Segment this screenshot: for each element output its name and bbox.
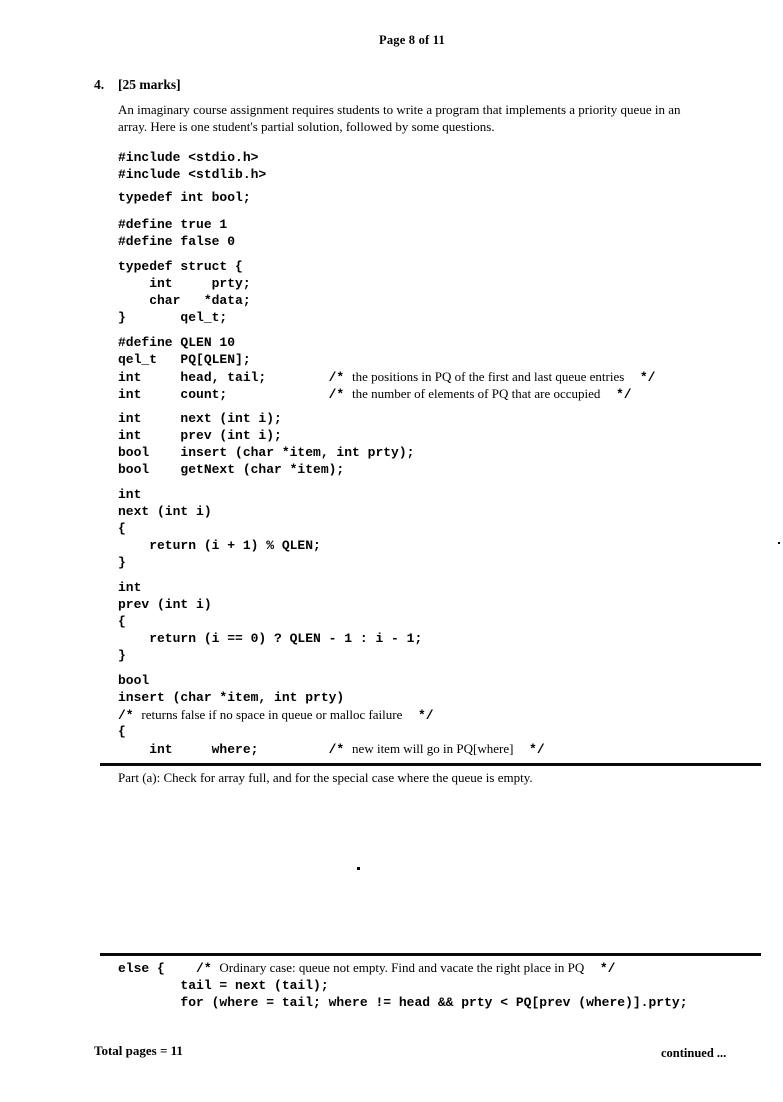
code-line: prev (int i): [118, 597, 212, 612]
code-line: typedef struct {: [118, 259, 243, 274]
code-line: insert (char *item, int prty): [118, 690, 345, 705]
code-line: for (where = tail; where != head && prty < PQ[prev (where)].prty;: [118, 995, 688, 1010]
scan-speck: [778, 542, 780, 544]
intro-line-2: array. Here is one student's partial solution, followed by some questions.: [118, 118, 495, 134]
intro-line-1: An imaginary course assignment requires students to write a program that implements a priority queue in an: [118, 102, 681, 117]
code-line: tail = next (tail);: [118, 978, 329, 993]
code-line: #include <stdio.h>: [118, 150, 259, 165]
question-number: 4.: [94, 77, 105, 92]
code-line: bool getNext (char *item);: [118, 462, 345, 477]
code-line: int: [118, 487, 142, 502]
code-line: next (int i): [118, 504, 212, 519]
code-line: #define QLEN 10: [118, 335, 236, 350]
code-line: char *data;: [118, 293, 251, 308]
scan-speck: [357, 867, 360, 870]
question-marks: [25 marks]: [118, 77, 181, 92]
code-line: int prev (int i);: [118, 428, 282, 443]
code-line: qel_t PQ[QLEN];: [118, 352, 251, 367]
code-line: int next (int i);: [118, 411, 282, 426]
code-line: }: [118, 555, 126, 570]
code-line: /* returns false if no space in queue or malloc failure */: [118, 707, 434, 723]
code-line: bool insert (char *item, int prty);: [118, 445, 415, 460]
code-line: else { /* Ordinary case: queue not empty. Find and vacate the right place in PQ */: [118, 960, 616, 976]
page-header: Page 8 of 11: [379, 33, 445, 47]
question-intro: [118, 102, 740, 135]
code-line: bool: [118, 673, 150, 688]
footer-total-pages: Total pages = 11: [94, 1043, 183, 1058]
code-line: #define false 0: [118, 234, 236, 249]
code-line: int count; /* the number of elements of PQ that are occupied */: [118, 386, 632, 402]
code-line: typedef int bool;: [118, 190, 251, 205]
code-line: #define true 1: [118, 217, 228, 232]
code-line: return (i == 0) ? QLEN - 1 : i - 1;: [118, 631, 423, 646]
divider-line-top: [100, 763, 761, 766]
part-a-caption: Part (a): Check for array full, and for the special case where the queue is empty.: [118, 770, 533, 785]
footer-continued: continued ...: [661, 1046, 727, 1060]
code-line: {: [118, 521, 126, 536]
code-line: } qel_t;: [118, 310, 228, 325]
code-line: int prty;: [118, 276, 251, 291]
code-line: int where; /* new item will go in PQ[where] */: [118, 741, 545, 757]
code-line: int head, tail; /* the positions in PQ of the first and last queue entries */: [118, 369, 656, 385]
code-line: }: [118, 648, 126, 663]
code-line: int: [118, 580, 142, 595]
code-line: {: [118, 614, 126, 629]
code-line: return (i + 1) % QLEN;: [118, 538, 321, 553]
code-line: {: [118, 724, 126, 739]
code-line: #include <stdlib.h>: [118, 167, 267, 182]
divider-line-bottom: [100, 953, 761, 956]
